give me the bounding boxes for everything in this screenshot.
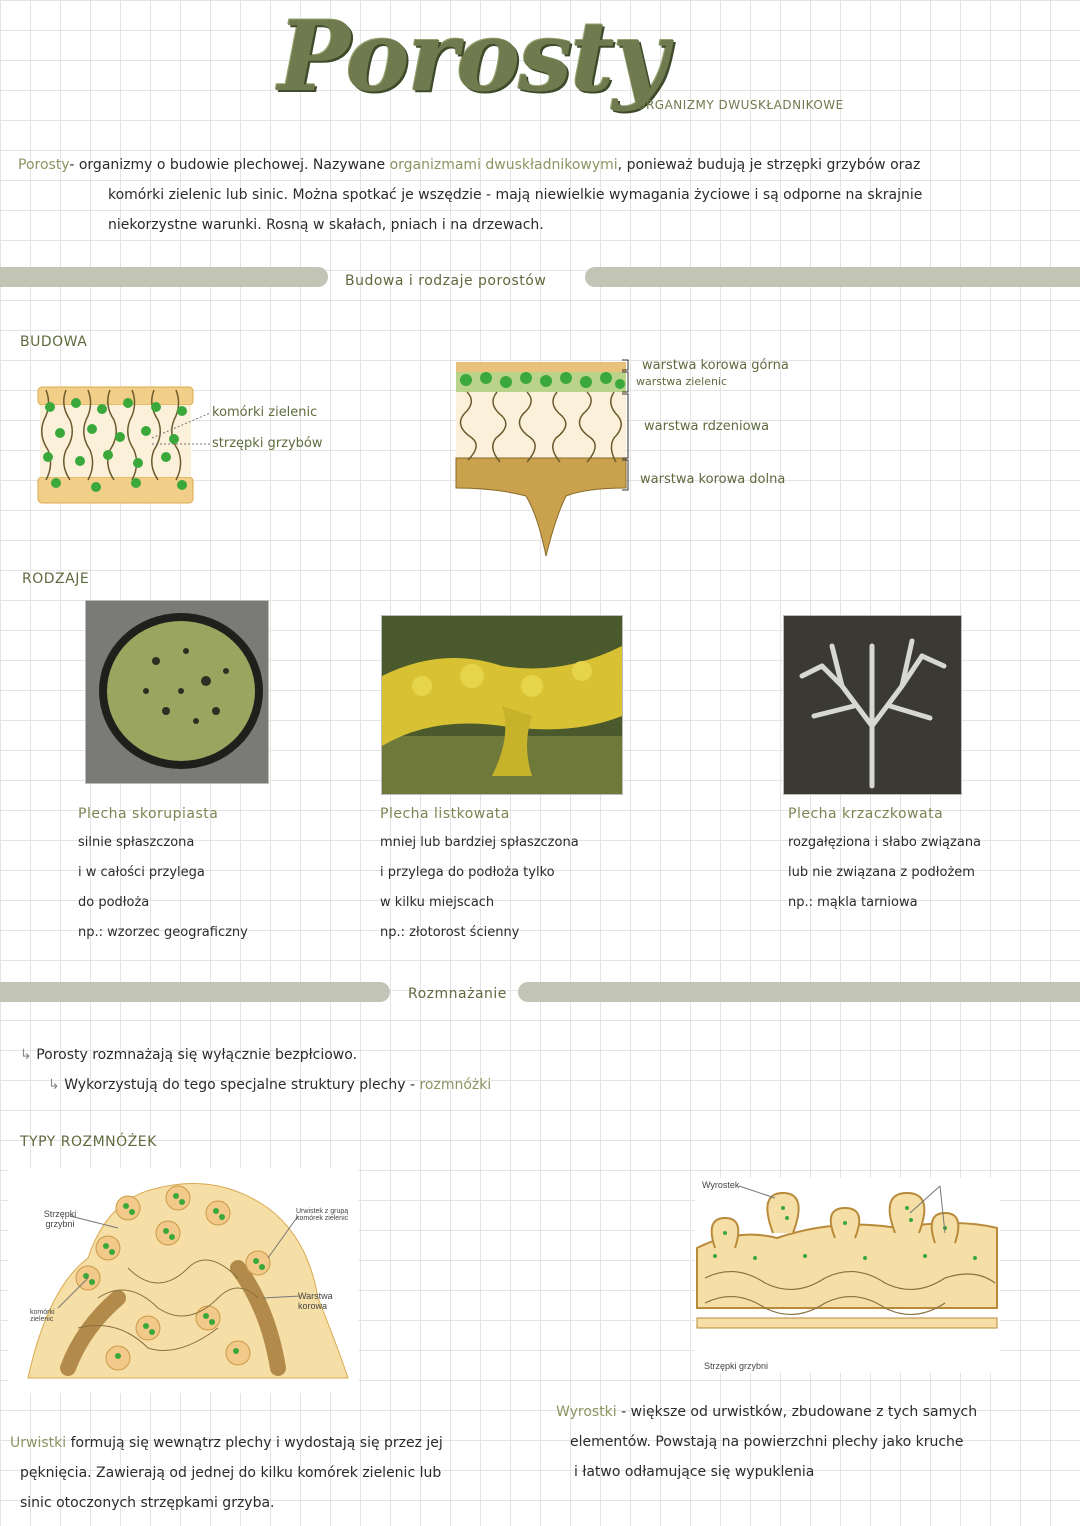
soredia-line-2: pęknięcia. Zawierają od jednej do kilku komórek zielenic lub xyxy=(20,1465,442,1481)
reproduction-line-1 xyxy=(20,1040,357,1070)
isidia-description xyxy=(556,1397,1071,1487)
kind-fruticose-example: np.: mąkla tarniowa xyxy=(788,895,918,910)
reproduction-highlight: rozmnóżki xyxy=(419,1077,492,1093)
kind-crustose-example: np.: wzorzec geograficzny xyxy=(78,925,248,940)
label-fungal-hyphae: strzępki grzybów xyxy=(212,436,323,451)
label-lower-cortex: warstwa korowa dolna xyxy=(640,472,786,487)
label-green-cells: komórki zielenic xyxy=(212,405,318,420)
reproduction-line-2 xyxy=(48,1070,491,1100)
kind-crustose-title: Plecha skorupiasta xyxy=(78,806,219,822)
isidia-line-1 xyxy=(556,1397,1071,1427)
kind-foliose-title: Plecha listkowata xyxy=(380,806,510,822)
isidia-diagram xyxy=(695,1178,1000,1373)
kind-foliose-line: mniej lub bardziej spłaszczona xyxy=(380,835,579,850)
diagram1-leader-lines xyxy=(150,408,212,453)
label-isidium: Wyrostek xyxy=(702,1180,740,1190)
label-fungal-mycelium: Strzępki grzybni xyxy=(43,1209,77,1229)
isidia-term: Wyrostki xyxy=(556,1404,617,1420)
heading-typy: TYPY ROZMNÓŻEK xyxy=(20,1134,157,1150)
label-soredium: Urwistek z grupą komórek zielenic xyxy=(296,1208,349,1222)
kind-fruticose xyxy=(788,806,1078,918)
page-title: Porosty xyxy=(278,0,667,113)
intro-paragraph xyxy=(18,150,1073,240)
arrow-icon: ↳ xyxy=(20,1047,32,1063)
label-fungal-mycelium-2: Strzępki grzybni xyxy=(704,1361,769,1371)
reproduction-text-2: Wykorzystują do tego specjalne struktury plechy - xyxy=(64,1077,420,1093)
section-band-left xyxy=(0,267,328,287)
intro-highlight: organizmami dwuskładnikowymi xyxy=(389,157,618,173)
kind-fruticose-line: rozgałęziona i słabo związana xyxy=(788,835,982,850)
isidia-line-2: elementów. Powstają na powierzchni plechy jako kruche xyxy=(570,1434,964,1450)
kind-crustose-line: silnie spłaszczona xyxy=(78,835,195,850)
intro-term: Porosty xyxy=(18,157,70,173)
intro-line-3: niekorzystne warunki. Rosną w skałach, pniach i na drzewach. xyxy=(108,217,544,233)
soredia-line-3: sinic otoczonych strzępkami grzyba. xyxy=(20,1495,275,1511)
thallus-layers-diagram xyxy=(452,358,642,563)
section-budowa-rodzaje: Budowa i rodzaje porostów xyxy=(345,273,547,289)
isidia-text-1: - większe od urwistków, zbudowane z tych samych xyxy=(616,1404,978,1420)
arrow-icon: ↳ xyxy=(48,1077,60,1093)
kind-foliose-example: np.: złotorost ścienny xyxy=(380,925,520,940)
kind-foliose xyxy=(380,806,710,948)
intro-text-rest: , ponieważ budują je strzępki grzybów oraz xyxy=(617,157,921,173)
soredia-term: Urwistki xyxy=(10,1435,67,1451)
kind-crustose-line: i w całości przylega xyxy=(78,865,205,880)
label-algal-layer: warstwa zielenic xyxy=(636,375,728,388)
section-band-right xyxy=(585,267,1080,287)
kind-fruticose-line: lub nie związana z podłożem xyxy=(788,865,975,880)
soredia-description xyxy=(10,1428,550,1518)
heading-rodzaje: RODZAJE xyxy=(22,571,90,587)
soredia-diagram xyxy=(8,1168,358,1393)
section-band-left-2 xyxy=(0,982,390,1002)
section-band-right-2 xyxy=(518,982,1080,1002)
intro-line-2: komórki zielenic lub sinic. Można spotkać je wszędzie - mają niewielkie wymagania życiowe i są odporne na skrajnie xyxy=(108,187,923,203)
label-algal-cells: komórki zielenic xyxy=(30,1309,55,1323)
isidia-line-3: i łatwo odłamujące się wypuklenia xyxy=(574,1464,815,1480)
soredia-line-1 xyxy=(10,1428,550,1458)
section-rozmnazanie: Rozmnażanie xyxy=(408,986,507,1002)
heading-budowa: BUDOWA xyxy=(20,334,88,350)
kind-foliose-line: w kilku miejscach xyxy=(380,895,495,910)
kind-crustose-line: do podłoża xyxy=(78,895,150,910)
page-subtitle: ORGANIZMY DWUSKŁADNIKOWE xyxy=(636,98,844,112)
intro-text: - organizmy o budowie plechowej. Nazywane xyxy=(69,157,390,173)
label-medulla: warstwa rdzeniowa xyxy=(644,419,770,434)
reproduction-text-1: Porosty rozmnażają się wyłącznie bezpłciowo. xyxy=(36,1047,358,1063)
intro-line-1 xyxy=(18,150,1073,180)
soredia-text-1: formują się wewnątrz plechy i wydostają się przez jej xyxy=(66,1435,443,1451)
foliose-lichen-photo xyxy=(381,615,623,795)
kind-fruticose-title: Plecha krzaczkowata xyxy=(788,806,944,822)
kind-foliose-line: i przylega do podłoża tylko xyxy=(380,865,555,880)
kind-crustose xyxy=(78,806,378,948)
label-upper-cortex: warstwa korowa górna xyxy=(642,358,789,373)
label-cortex: Warstwa korowa xyxy=(298,1291,333,1311)
crustose-lichen-photo xyxy=(85,600,269,784)
fruticose-lichen-photo xyxy=(783,615,962,795)
